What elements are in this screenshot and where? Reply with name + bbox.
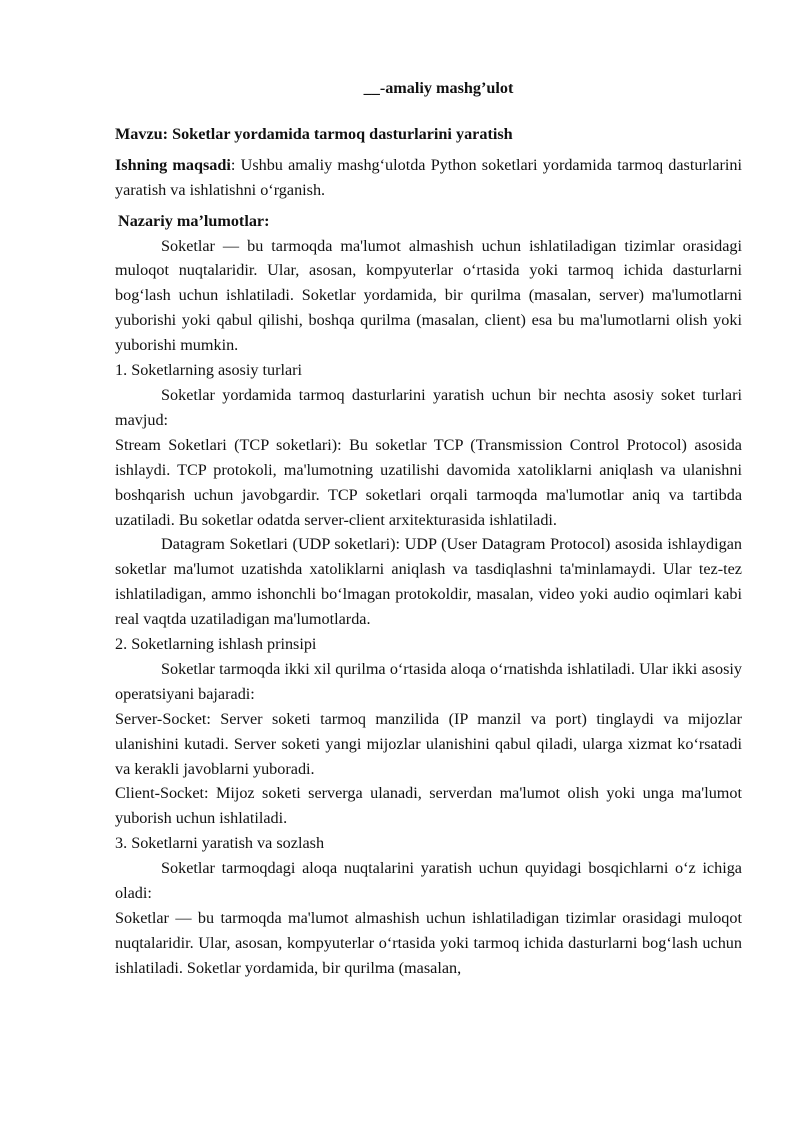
section-heading-socket-types: 1. Soketlarning asosiy turlari [115,361,303,380]
paragraph-sockets-definition: Soketlar — bu tarmoqda ma'lumot almashish uchun ishlatiladigan tizimlar orasidagi muloqot nuqtalaridir. Ular, asosan, kompyuterlar o‘rtasida yoki tarmoq ichida dasturlarni bog‘lash uchun ishlatiladi. Soketlar yordamida, bir qurilma (masalan, server) ma'lumotlarni yuborishi yoki qabul qilishi, boshqa qurilma (masalan, client) esa bu ma'lumotlarni olish yoki yuborishi mumkin. [115,236,742,355]
paragraph-principle-intro: Soketlar tarmoqda ikki xil qurilma o‘rtasida aloqa o‘rnatishda ishlatiladi. Ular ikki asosiy operatsiyani bajaradi: [115,659,742,703]
theory-heading: Nazariy ma’lumotlar: [118,211,270,230]
goal-paragraph [115,153,742,203]
topic-heading: Mavzu: Soketlar yordamida tarmoq dasturlarini yaratish [115,124,513,143]
paragraph-sockets-repeat: Soketlar — bu tarmoqda ma'lumot almashish uchun ishlatiladigan tizimlar orasidagi muloqot nuqtalaridir. Ular, asosan, kompyuterlar o‘rtasida yoki tarmoq ichida dasturlarni bog‘lash uchun ishlatiladi. Soketlar yordamida, bir qurilma (masalan, [115,909,742,977]
section-heading-working-principle: 2. Soketlarning ishlash prinsipi [115,635,317,654]
paragraph-client-socket: Client-Socket: Mijoz soketi serverga ulanadi, serverdan ma'lumot olish yoki unga ma'lumot yuborish uchun ishlatiladi. [115,784,742,828]
paragraph-server-socket: Server-Socket: Server soketi tarmoq manzilida (IP manzil va port) tinglaydi va mijozlar ulanishini kutadi. Server soketi yangi mijozlar ulanishini qabul qiladi, ularga xizmat ko‘rsatadi va kerakli javoblarni yuboradi. [115,709,742,778]
paragraph-socket-types-intro: Soketlar yordamida tarmoq dasturlarini yaratish uchun bir nechta asosiy soket turlari mavjud: [115,385,742,429]
paragraph-creation-steps: Soketlar tarmoqdagi aloqa nuqtalarini yaratish uchun quyidagi bosqichlarni o‘z ichiga oladi: [115,859,742,903]
document-page [115,76,742,981]
goal-label: Ishning maqsadi [115,155,231,174]
paragraph-datagram-sockets: Datagram Soketlari (UDP soketlari): UDP (User Datagram Protocol) asosida ishlaydigan soketlar ma'lumot uzatishda xatoliklarni aniqlash va tasdiqlashni ta'minlamaydi. Ular tez-tez ishlatiladigan, ammo ishonchli bo‘lmagan protokoldir, masalan, video yoki audio oqimlari kabi real vaqtda uzatiladigan ma'lumotlarda. [115,535,742,629]
goal-text: : Ushbu amaliy mashg‘ulotda Python soketlari yordamida tarmoq dasturlarini yaratish va ishlatishni o‘rganish. [115,155,742,199]
paragraph-stream-sockets: Stream Soketlari (TCP soketlari): Bu soketlar TCP (Transmission Control Protocol) asosida ishlaydi. TCP protokoli, ma'lumotning uzatilishi davomida xatoliklarni aniqlash va ulanishni boshqarish uchun javobgardir. TCP soketlari orqali tarmoqda ma'lumotlar aniq va tartibda uzatiladi. Bu soketlar odatda server-client arxitekturasida ishlatiladi. [115,435,742,529]
page-title: __-amaliy mashg’ulot [363,79,514,97]
section-heading-creating-sockets: 3. Soketlarni yaratish va sozlash [115,834,325,853]
